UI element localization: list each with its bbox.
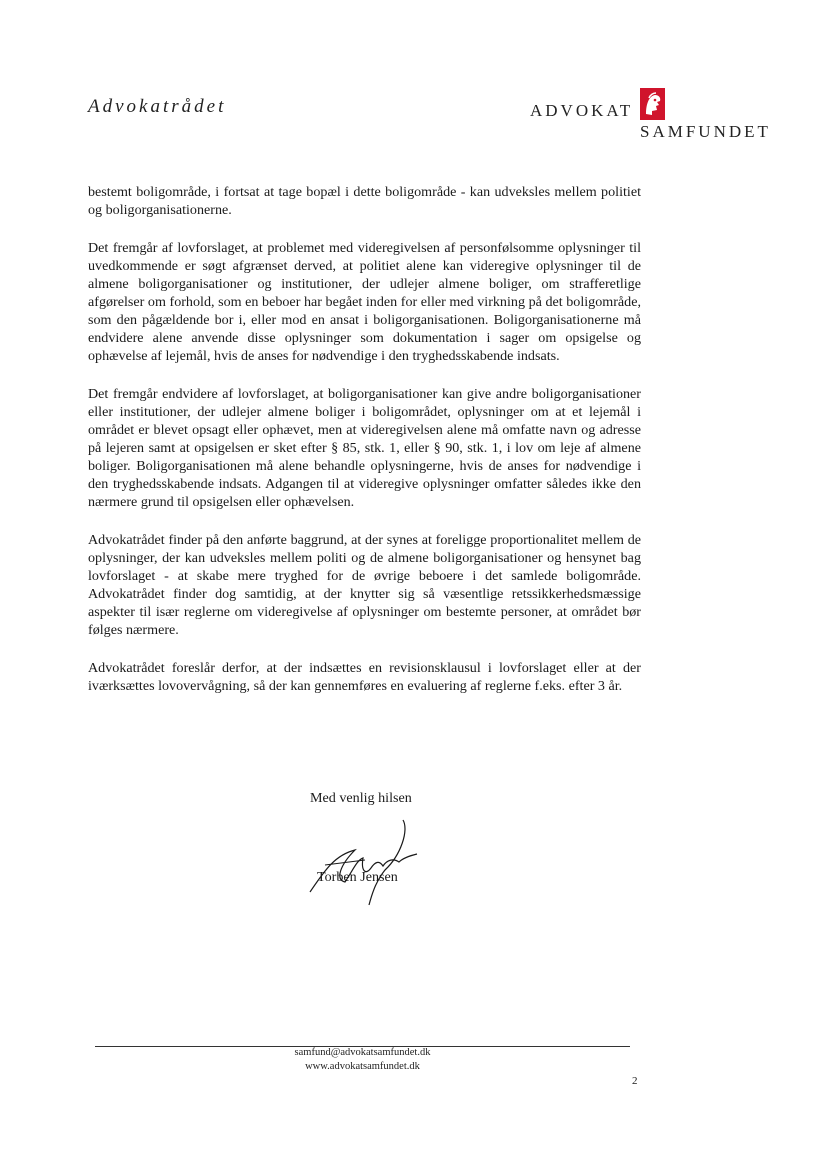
logo-word-bottom: SAMFUNDET	[640, 122, 771, 141]
paragraph-1: bestemt boligområde, i fortsat at tage bopæl i dette boligområde - kan udveksles mellem politiet og boligorganisationerne.	[88, 184, 641, 218]
letter-body	[88, 183, 641, 715]
logo-word-top: ADVOKAT	[530, 101, 634, 120]
red-helmet-emblem-icon	[640, 88, 665, 120]
paragraph-5: Advokatrådet foreslår derfor, at der indsættes en revisionsklausul i lovforslaget eller at der iværksættes lovovervågning, så der kan gennemføres en evaluering af reglerne f.eks. efter 3 år.	[88, 660, 641, 694]
handwritten-signature-icon	[305, 810, 430, 910]
paragraph-2: Det fremgår af lovforslaget, at problemet med videregivelsen af personfølsomme oplysninger til uvedkommende er søgt afgrænset derved, at politiet alene kan videregive oplysninger til de almene boligorganisationer og institutioner, der udlejer almene boliger, om strafferetlige afgørelser om forhold, som en beboer har begået inden for eller med virkning på det boligområde, som den pågældende bor i, eller mod en ansat i boligorganisationen. Boligorganisationerne må endvidere alene anvende disse oplysninger som dokumentation i sager om opsigelse og ophævelse af lejemål, hvis de anses for nødvendige i den tryghedsskabende indsats.	[88, 240, 641, 364]
paragraph-3: Det fremgår endvidere af lovforslaget, at boligorganisationer kan give andre boligorganisationer eller institutioner, der udlejer almene boliger i boligområdet, oplysninger om at et lejemål i området er blevet opsagt eller ophævet, men at videregivelsen alene må omfatte navn og adresse på lejeren samt at opsigelsen er sket efter § 85, stk. 1, eller § 90, stk. 1, i lov om leje af almene boliger. Boligorganisationen må alene behandle oplysningerne, hvis de anses for nødvendige i den tryghedsskabende indsats. Adgangen til at videregive oplysninger omfatter således ikke den nærmere grund til opsigelsen eller ophævelsen.	[88, 386, 641, 510]
advokatsamfundet-logo	[530, 88, 785, 148]
header-title: Advokatrådet	[88, 96, 227, 117]
footer-email: samfund@advokatsamfundet.dk	[294, 1047, 431, 1058]
page-number: 2	[632, 1075, 638, 1087]
paragraph-4: Advokatrådet finder på den anførte baggrund, at der synes at foreligge proportionalitet mellem de oplysninger, der kan udveksles mellem politi og de almene boligorganisationer og hensynet bag lovforslaget - at skabe mere tryghed for de øvrige beboere i det samlede boligområde. Advokatrådet finder dog samtidig, at der knytter sig så væsentlige retssikkerhedsmæssige aspekter til især reglerne om videregivelse af oplysninger om bestemte personer, at området bør følges nærmere.	[88, 532, 641, 638]
signer-name: Torben Jensen	[317, 869, 398, 885]
closing-salutation: Med venlig hilsen	[310, 790, 412, 806]
footer-website: www.advokatsamfundet.dk	[305, 1061, 420, 1072]
